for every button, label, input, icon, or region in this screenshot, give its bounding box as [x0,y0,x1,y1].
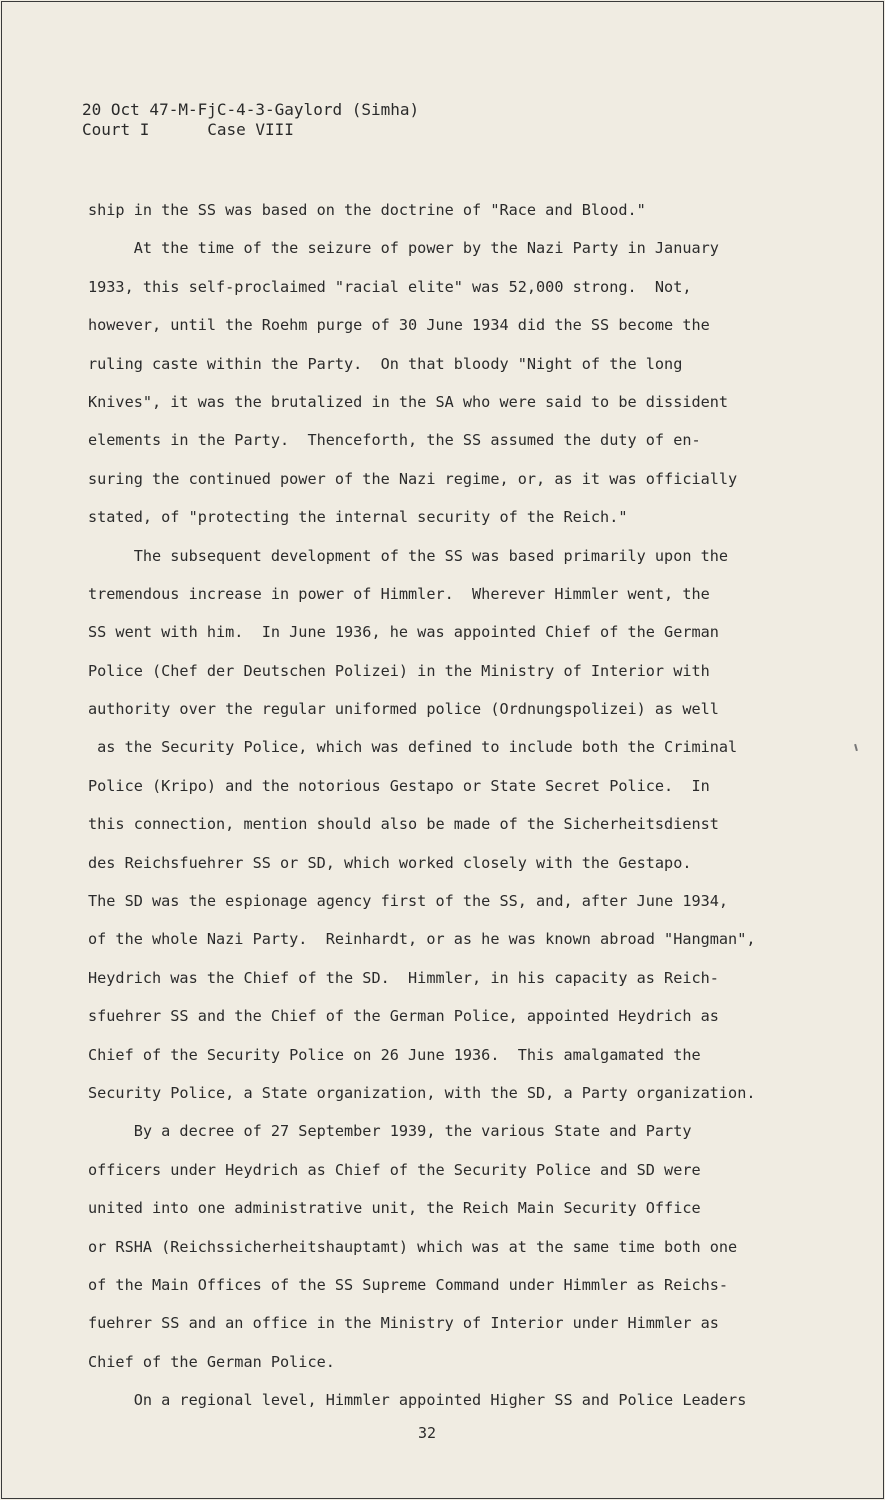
body-line: of the Main Offices of the SS Supreme Command under Himmler as Reichs- [88,1275,729,1294]
body-line: fuehrer SS and an office in the Ministry of Interior under Himmler as [88,1314,719,1333]
page-number: 32 [418,1424,437,1442]
body-line: stated, of "protecting the internal security of the Reich." [88,508,628,527]
body-line: des Reichsfuehrer SS or SD, which worked closely with the Gestapo. [88,853,692,872]
header-court-case-line: Court I Case VIII [82,120,294,139]
body-line: tremendous increase in power of Himmler. Wherever Himmler went, the [88,584,710,603]
body-line: SS went with him. In June 1936, he was appointed Chief of the German [88,623,719,642]
body-line: ruling caste within the Party. On that bloody "Night of the long [88,354,683,373]
body-line: The SD was the espionage agency first of the SS, and, after June 1934, [88,892,729,911]
document-header [82,100,419,140]
body-line: sfuehrer SS and the Chief of the German Police, appointed Heydrich as [88,1007,719,1026]
body-line: Knives", it was the brutalized in the SA who were said to be dissident [88,392,729,411]
body-line: of the whole Nazi Party. Reinhardt, or as he was known abroad "Hangman", [88,930,756,949]
body-line: however, until the Roehm purge of 30 June 1934 did the SS become the [88,316,710,335]
body-line: as the Security Police, which was defined to include both the Criminal [88,738,738,757]
body-line: elements in the Party. Thenceforth, the SS assumed the duty of en- [88,431,701,450]
body-line: Chief of the German Police. [88,1352,335,1371]
body-line: officers under Heydrich as Chief of the Security Police and SD were [88,1160,701,1179]
body-line: Police (Chef der Deutschen Polizei) in the Ministry of Interior with [88,661,710,680]
body-line: At the time of the seizure of power by the Nazi Party in January [88,239,719,258]
body-line: or RSHA (Reichssicherheitshauptamt) which was at the same time both one [88,1237,738,1256]
body-line: Chief of the Security Police on 26 June 1936. This amalgamated the [88,1045,701,1064]
document-body [88,191,808,1420]
body-line: Police (Kripo) and the notorious Gestapo or State Secret Police. In [88,776,710,795]
body-line: this connection, mention should also be made of the Sicherheitsdienst [88,815,719,834]
body-line: The subsequent development of the SS was based primarily upon the [88,546,729,565]
body-line: On a regional level, Himmler appointed Higher SS and Police Leaders [88,1391,747,1410]
body-line: Security Police, a State organization, with the SD, a Party organization. [88,1083,756,1102]
body-line: Heydrich was the Chief of the SD. Himmler, in his capacity as Reich- [88,968,719,987]
body-line: ship in the SS was based on the doctrine of "Race and Blood." [88,201,646,219]
body-line: authority over the regular uniformed police (Ordnungspolizei) as well [88,700,719,719]
body-line: united into one administrative unit, the Reich Main Security Office [88,1199,701,1218]
body-line: 1933, this self-proclaimed "racial elite" was 52,000 strong. Not, [88,277,692,296]
body-line: suring the continued power of the Nazi regime, or, as it was officially [88,469,738,488]
header-reference-line: 20 Oct 47-M-FjC-4-3-Gaylord (Simha) [82,100,420,119]
body-line: By a decree of 27 September 1939, the various State and Party [88,1122,692,1141]
margin-speck [854,744,858,751]
